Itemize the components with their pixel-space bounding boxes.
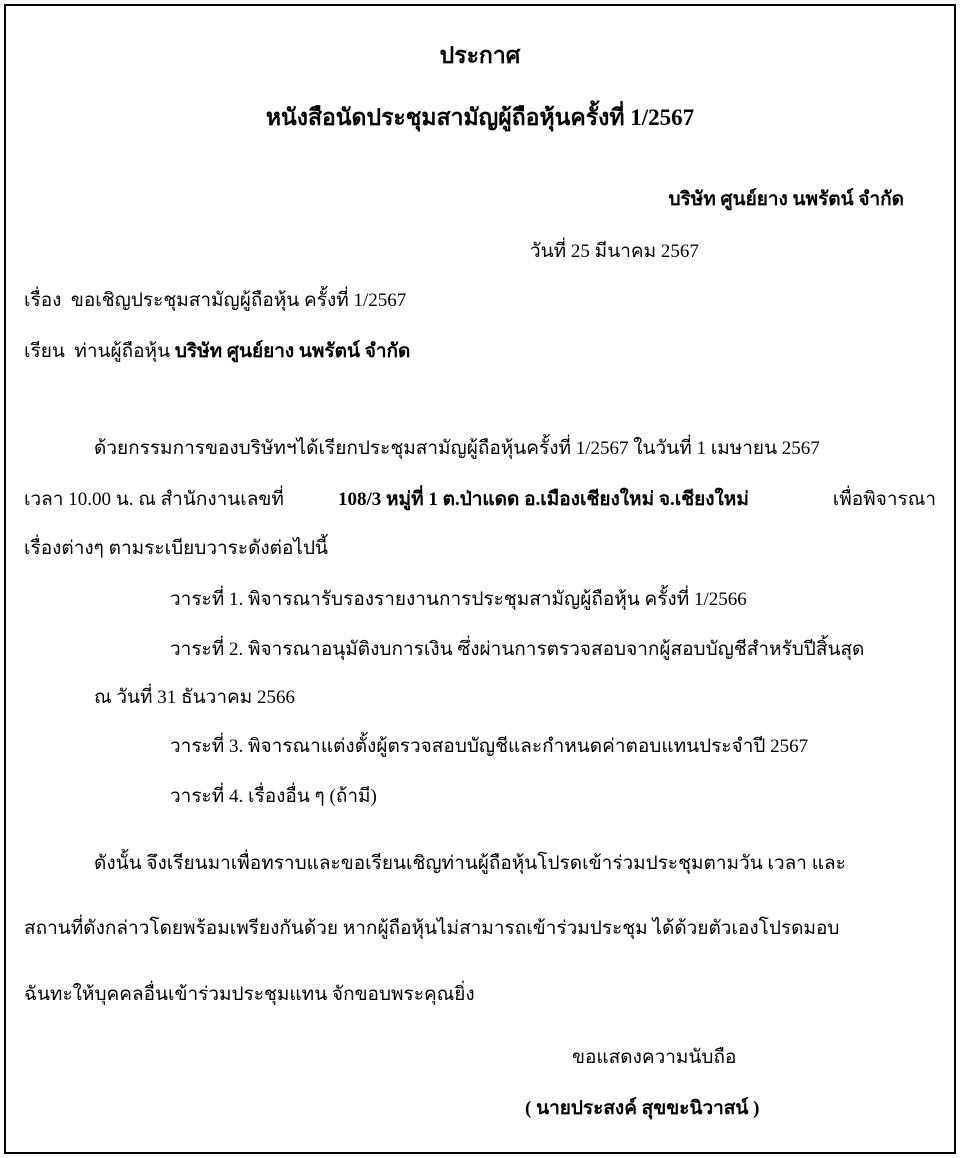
subject-text: ขอเชิญประชุมสามัญผู้ถือหุ้น ครั้งที่ 1/2567 <box>70 290 407 311</box>
agenda-item-2: วาระที่ 2. พิจารณาอนุมัติงบการเงิน ซึ่งผ่านการตรวจสอบจากผู้สอบบัญชีสำหรับปีสิ้นสุด <box>170 639 865 660</box>
document-heading: ประกาศ <box>439 43 521 68</box>
to-label: เรียน <box>24 341 65 362</box>
agenda-item-4: วาระที่ 4. เรื่องอื่น ๆ (ถ้ามี) <box>170 786 377 807</box>
body-paragraph-line-2 <box>24 488 936 512</box>
agenda-item-1: วาระที่ 1. พิจารณารับรองรายงานการประชุมสามัญผู้ถือหุ้น ครั้งที่ 1/2566 <box>170 589 747 610</box>
date-line: วันที่ 25 มีนาคม 2567 <box>530 241 699 262</box>
body-paragraph-line-1: ด้วยกรรมการของบริษัทฯได้เรียกประชุมสามัญผู้ถือหุ้นครั้งที่ 1/2567 ในวันที่ 1 เมษายน 2567 <box>94 438 820 459</box>
regards-line: ขอแสดงความนับถือ <box>572 1047 737 1068</box>
agenda-item-2-continued: ณ วันที่ 31 ธันวาคม 2566 <box>94 687 295 708</box>
body-paragraph-line-3: เรื่องต่างๆ ตามระเบียบวาระดังต่อไปนี้ <box>24 538 329 559</box>
to-text: ท่านผู้ถือหุ้น <box>74 341 171 362</box>
signatory-name: ( นายประสงค์ สุขขะนิวาสน์ ) <box>525 1098 760 1119</box>
address-suffix: เพื่อพิจารณา <box>832 489 936 510</box>
document-subheading: หนังสือนัดประชุมสามัญผู้ถือหุ้นครั้งที่ 1/2567 <box>265 105 695 130</box>
closing-line-3: ฉันทะให้บุคคลอื่นเข้าร่วมประชุมแทน จักขอบพระคุณยิ่ง <box>24 984 475 1005</box>
address-detail: 108/3 หมู่ที่ 1 ต.ป่าแดด อ.เมืองเชียงใหม่ จ.เชียงใหม่ <box>338 489 749 510</box>
agenda-item-3: วาระที่ 3. พิจารณาแต่งตั้งผู้ตรวจสอบบัญชีและกำหนดค่าตอบแทนประจำปี 2567 <box>170 736 809 757</box>
closing-line-2: สถานที่ดังกล่าวโดยพร้อมเพรียงกันด้วย หากผู้ถือหุ้นไม่สามารถเข้าร่วมประชุม ได้ด้วยตัวเองโปรดมอบ <box>24 918 840 939</box>
subject-label: เรื่อง <box>24 290 62 311</box>
company-line: บริษัท ศูนย์ยาง นพรัตน์ จำกัด <box>668 189 904 210</box>
address-prefix: เวลา 10.00 น. ณ สำนักงานเลขที่ <box>24 489 284 510</box>
subject-line <box>24 289 406 313</box>
to-company: บริษัท ศูนย์ยาง นพรัตน์ จำกัด <box>174 341 411 362</box>
to-line <box>24 340 410 364</box>
closing-line-1: ดังนั้น จึงเรียนมาเพื่อทราบและขอเรียนเชิญท่านผู้ถือหุ้นโปรดเข้าร่วมประชุมตามวัน เวลา และ <box>94 853 846 874</box>
